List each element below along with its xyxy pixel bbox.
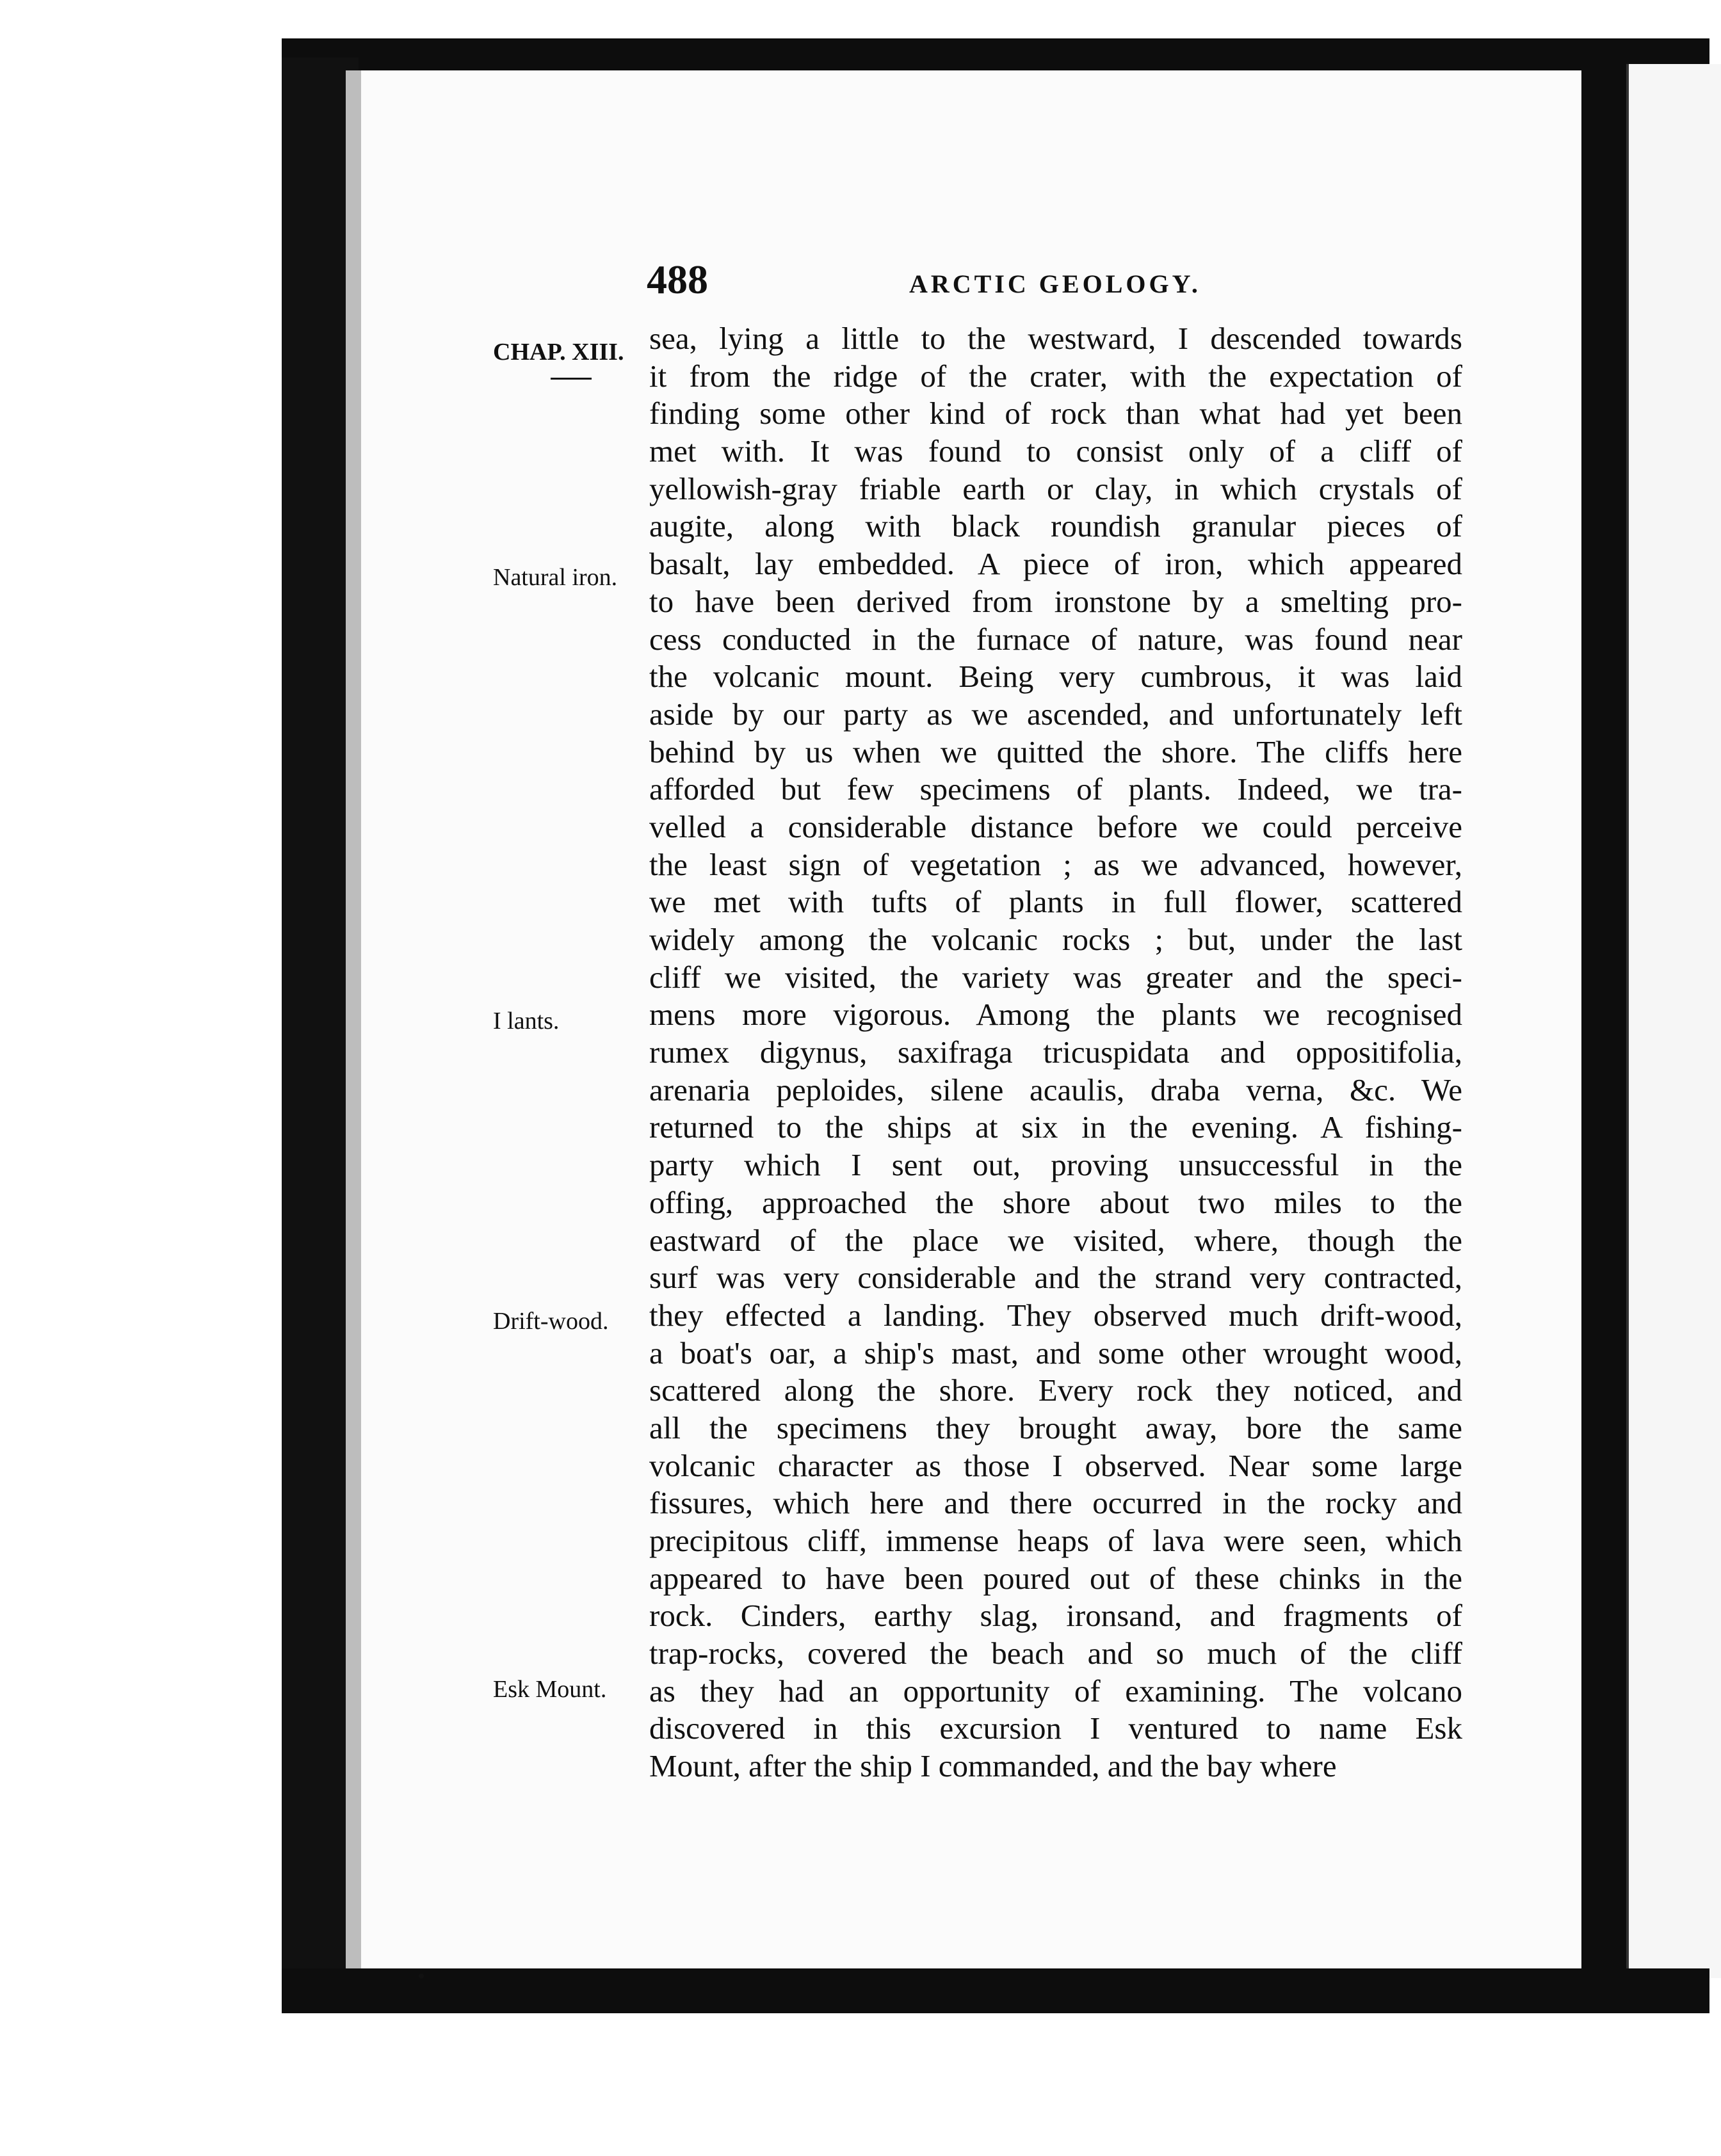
text-line: volcanic character as those I observed. Near some large [649, 1447, 1462, 1483]
body-text [649, 320, 1462, 1785]
text-line: eastward of the place we visited, where, though the [649, 1222, 1462, 1258]
text-line: all the specimens they brought away, bore the same [649, 1410, 1462, 1445]
text-line: basalt, lay embedded. A piece of iron, which appeared [649, 546, 1462, 582]
text-line: widely among the volcanic rocks ; but, under the last [649, 922, 1462, 957]
text-line: cess conducted in the furnace of nature, was found near [649, 621, 1462, 657]
text-line: aside by our party as we ascended, and unfortunately left [649, 696, 1462, 732]
text-line: precipitous cliff, immense heaps of lava were seen, which [649, 1523, 1462, 1558]
text-line: Mount, after the ship I commanded, and the bay where [649, 1748, 1337, 1784]
scan-bottom-shadow [282, 1968, 1709, 2013]
scan-speck [419, 1974, 424, 1979]
side-note-natural-iron: Natural iron. [493, 564, 618, 591]
text-line: a boat's oar, a ship's mast, and some other wrought wood, [649, 1335, 1462, 1371]
text-line: they effected a landing. They observed much drift-wood, [649, 1297, 1462, 1333]
text-line: as they had an opportunity of examining. The volcano [649, 1673, 1462, 1709]
text-line: appeared to have been poured out of these chinks in the [649, 1560, 1462, 1596]
text-line: the least sign of vegetation ; as we advanced, however, [649, 846, 1462, 882]
running-head [647, 256, 1287, 314]
facing-page-edge [1626, 64, 1721, 1978]
text-line: to have been derived from ironstone by a smelting pro- [649, 583, 1462, 619]
page-edge [346, 70, 361, 1997]
text-line: velled a considerable distance before we could perceive [649, 808, 1462, 844]
text-line: offing, approached the shore about two miles to the [649, 1184, 1462, 1220]
scan-background [0, 0, 282, 2156]
side-note-esk-mount: Esk Mount. [493, 1676, 607, 1703]
text-line: it from the ridge of the crater, with the expectation of [649, 358, 1462, 394]
text-line: cliff we visited, the variety was greater and the speci- [649, 959, 1462, 995]
running-title: ARCTIC GEOLOGY. [909, 270, 1201, 298]
text-line: we met with tufts of plants in full flower, scattered [649, 884, 1462, 920]
text-line: arenaria peploides, silene acaulis, draba verna, &c. We [649, 1072, 1462, 1107]
text-line: met with. It was found to consist only of a cliff of [649, 433, 1462, 469]
text-line: rumex digynus, saxifraga tricuspidata and oppositifolia, [649, 1034, 1462, 1070]
text-line: the volcanic mount. Being very cumbrous, it was laid [649, 659, 1462, 695]
gutter-shadow [1581, 38, 1626, 2013]
text-line: mens more vigorous. Among the plants we recognised [649, 997, 1462, 1033]
text-line: trap-rocks, covered the beach and so much of the cliff [649, 1636, 1462, 1671]
chapter-rule [551, 378, 592, 380]
text-line: scattered along the shore. Every rock they noticed, and [649, 1372, 1462, 1408]
side-note-drift-wood: Drift-wood. [493, 1308, 609, 1335]
page-number: 488 [647, 257, 708, 302]
text-line: surf was very considerable and the strand very contracted, [649, 1260, 1462, 1296]
chapter-label: CHAP. XIII. [493, 339, 624, 366]
side-note-plants: I lants. [493, 1008, 560, 1034]
text-line: sea, lying a little to the westward, I descended towards [649, 321, 1462, 356]
text-line: yellowish-gray friable earth or clay, in which crystals of [649, 471, 1462, 506]
text-line: fissures, which here and there occurred in the rocky and [649, 1485, 1462, 1521]
text-line: rock. Cinders, earthy slag, ironsand, and fragments of [649, 1598, 1462, 1634]
text-line: augite, along with black roundish granular pieces of [649, 508, 1462, 544]
text-line: returned to the ships at six in the evening. A fishing- [649, 1109, 1462, 1145]
text-line: discovered in this excursion I ventured to name Esk [649, 1710, 1462, 1746]
scan-top-shadow [282, 38, 1709, 70]
text-line: party which I sent out, proving unsuccessful in the [649, 1147, 1462, 1183]
text-line: finding some other kind of rock than what had yet been [649, 396, 1462, 431]
text-line: afforded but few specimens of plants. Indeed, we tra- [649, 771, 1462, 807]
text-line: behind by us when we quitted the shore. The cliffs here [649, 734, 1462, 769]
